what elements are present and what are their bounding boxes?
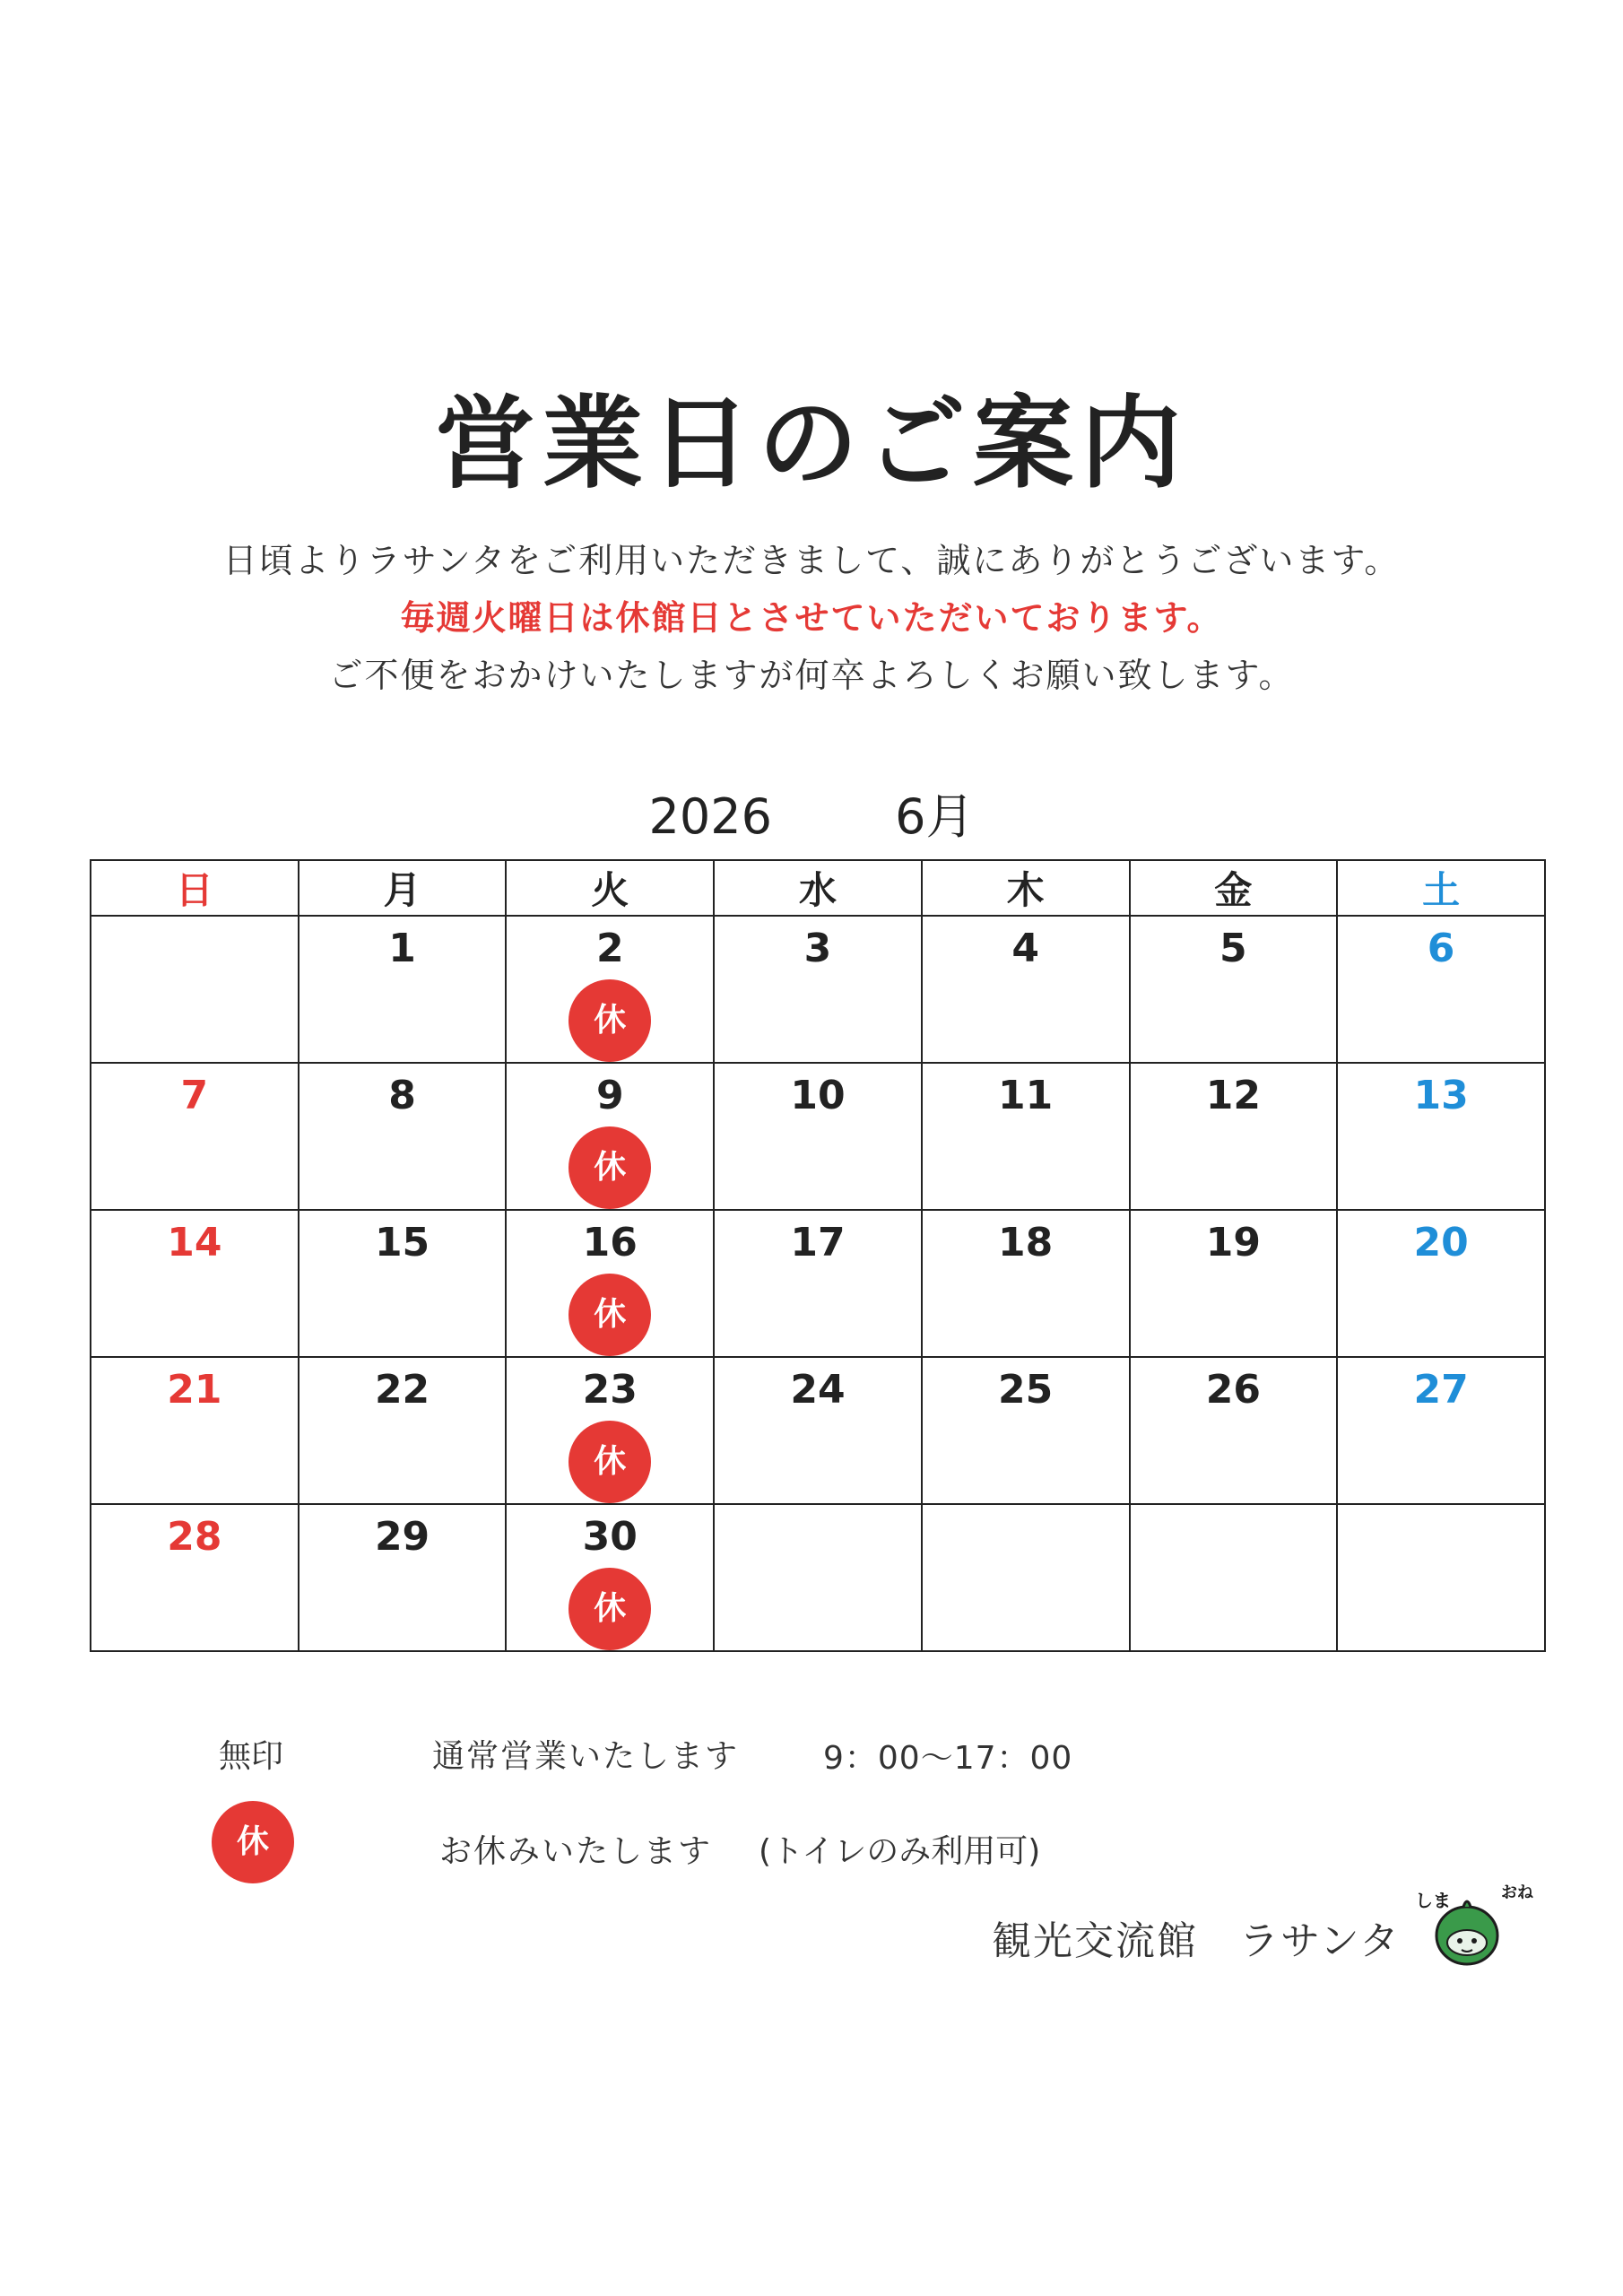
calendar-day-number: 20 <box>1413 1220 1469 1265</box>
calendar-day-cell <box>299 1210 507 1357</box>
calendar-day-number: 8 <box>388 1073 416 1118</box>
calendar-day-cell <box>1130 1063 1338 1210</box>
intro-apology: ご不便をおかけいたしますが何卒よろしくお願い致します。 <box>328 656 1295 695</box>
calendar-day-cell <box>91 1357 299 1504</box>
calendar-day-cell <box>299 1504 507 1651</box>
intro-greeting: 日頃よりラサンタをご利用いただきまして、誠にありがとうございます。 <box>222 541 1401 580</box>
calendar-day-number: 1 <box>388 926 416 971</box>
calendar-day-number: 2 <box>595 926 624 971</box>
calendar-empty-cell <box>1337 1504 1545 1651</box>
calendar-day-cell <box>91 1063 299 1210</box>
calendar-day-number: 7 <box>180 1073 209 1118</box>
calendar-day-cell <box>714 1357 922 1504</box>
mascot-lettering-right: おね <box>1501 1883 1533 1902</box>
weekday-thursday: 木 <box>922 860 1130 916</box>
calendar-day-number: 15 <box>374 1220 430 1265</box>
page-title: 営業日のご案内 <box>435 386 1188 502</box>
calendar-day-cell <box>1337 1210 1545 1357</box>
legend-closed-text: お休みいたします <box>439 1833 713 1870</box>
closed-day-badge: 休 <box>568 1568 651 1650</box>
legend-business-hours: 9：00〜17：00 <box>823 1740 1073 1777</box>
calendar-day-cell <box>299 1357 507 1504</box>
calendar-day-number: 23 <box>582 1367 638 1413</box>
closed-day-badge: 休 <box>568 1126 651 1209</box>
calendar-day-cell <box>714 916 922 1063</box>
calendar-day-number: 22 <box>374 1367 430 1413</box>
calendar-week-row <box>91 1210 1545 1357</box>
calendar-day-cell <box>506 916 714 1063</box>
calendar-day-number: 10 <box>790 1073 846 1118</box>
calendar-day-cell <box>922 1063 1130 1210</box>
calendar-day-number: 12 <box>1205 1073 1261 1118</box>
calendar-year: 2026 <box>648 788 772 845</box>
calendar-day-number: 24 <box>790 1367 846 1413</box>
weekday-saturday: 土 <box>1337 860 1545 916</box>
weekday-wednesday: 水 <box>714 860 922 916</box>
weekday-friday: 金 <box>1130 860 1338 916</box>
calendar-week-row <box>91 1357 1545 1504</box>
calendar-day-cell <box>1130 916 1338 1063</box>
calendar-day-cell <box>1130 1357 1338 1504</box>
calendar-day-cell <box>922 1357 1130 1504</box>
calendar-day-number: 17 <box>790 1220 846 1265</box>
legend-closed-badge: 休 <box>212 1801 294 1883</box>
calendar-day-number: 13 <box>1413 1073 1469 1118</box>
green-mascot-icon <box>1411 1880 1533 1973</box>
calendar-day-cell <box>922 1210 1130 1357</box>
facility-name: 観光交流館 ラサンタ <box>992 1918 1402 1964</box>
calendar-day-cell <box>1130 1210 1338 1357</box>
calendar-day-number: 3 <box>803 926 832 971</box>
calendar-title <box>0 778 1623 848</box>
legend-no-mark-label: 無印 <box>219 1738 284 1775</box>
mascot-lettering-left: しま <box>1415 1890 1451 1911</box>
calendar-day-number: 14 <box>167 1220 222 1265</box>
calendar-day-number: 11 <box>998 1073 1054 1118</box>
closed-day-badge: 休 <box>568 979 651 1062</box>
legend-toilet-note: (トイレのみ利用可) <box>759 1833 1041 1870</box>
calendar-month: 6月 <box>895 788 975 845</box>
weekday-header-row <box>91 860 1545 916</box>
calendar-day-cell <box>299 1063 507 1210</box>
calendar-day-number: 26 <box>1205 1367 1261 1413</box>
calendar-day-cell <box>506 1063 714 1210</box>
calendar-day-cell <box>91 1504 299 1651</box>
calendar-day-number: 19 <box>1205 1220 1261 1265</box>
closed-day-badge: 休 <box>568 1274 651 1356</box>
calendar-table <box>90 859 1546 1652</box>
calendar-day-number: 5 <box>1219 926 1247 971</box>
calendar-day-number: 9 <box>595 1073 624 1118</box>
intro-closed-notice: 毎週火曜日は休館日とさせていただいております。 <box>400 598 1223 638</box>
calendar-day-cell <box>506 1504 714 1651</box>
weekday-tuesday: 火 <box>506 860 714 916</box>
closed-day-badge: 休 <box>568 1421 651 1503</box>
calendar-day-number: 27 <box>1413 1367 1469 1413</box>
calendar-week-row <box>91 916 1545 1063</box>
calendar-day-number: 21 <box>167 1367 222 1413</box>
legend-normal-text: 通常営業いたします <box>432 1738 740 1775</box>
calendar-day-cell <box>506 1357 714 1504</box>
calendar-day-cell <box>1337 916 1545 1063</box>
calendar-week-row <box>91 1063 1545 1210</box>
calendar-week-row <box>91 1504 1545 1651</box>
calendar-day-number: 16 <box>582 1220 638 1265</box>
calendar-day-number: 18 <box>998 1220 1054 1265</box>
calendar-empty-cell <box>91 916 299 1063</box>
calendar-day-number: 29 <box>374 1514 430 1560</box>
calendar-empty-cell <box>714 1504 922 1651</box>
calendar-day-number: 6 <box>1427 926 1455 971</box>
calendar-day-number: 28 <box>167 1514 222 1560</box>
calendar-day-cell <box>1337 1357 1545 1504</box>
calendar-day-cell <box>91 1210 299 1357</box>
weekday-sunday: 日 <box>91 860 299 916</box>
calendar-empty-cell <box>922 1504 1130 1651</box>
calendar-day-cell <box>506 1210 714 1357</box>
weekday-monday: 月 <box>299 860 507 916</box>
calendar-day-number: 30 <box>582 1514 638 1560</box>
calendar-day-number: 25 <box>998 1367 1054 1413</box>
calendar-day-cell <box>714 1210 922 1357</box>
calendar-day-cell <box>922 916 1130 1063</box>
calendar-day-cell <box>1337 1063 1545 1210</box>
calendar-day-cell <box>299 916 507 1063</box>
calendar-empty-cell <box>1130 1504 1338 1651</box>
calendar-day-cell <box>714 1063 922 1210</box>
calendar-day-number: 4 <box>1011 926 1039 971</box>
